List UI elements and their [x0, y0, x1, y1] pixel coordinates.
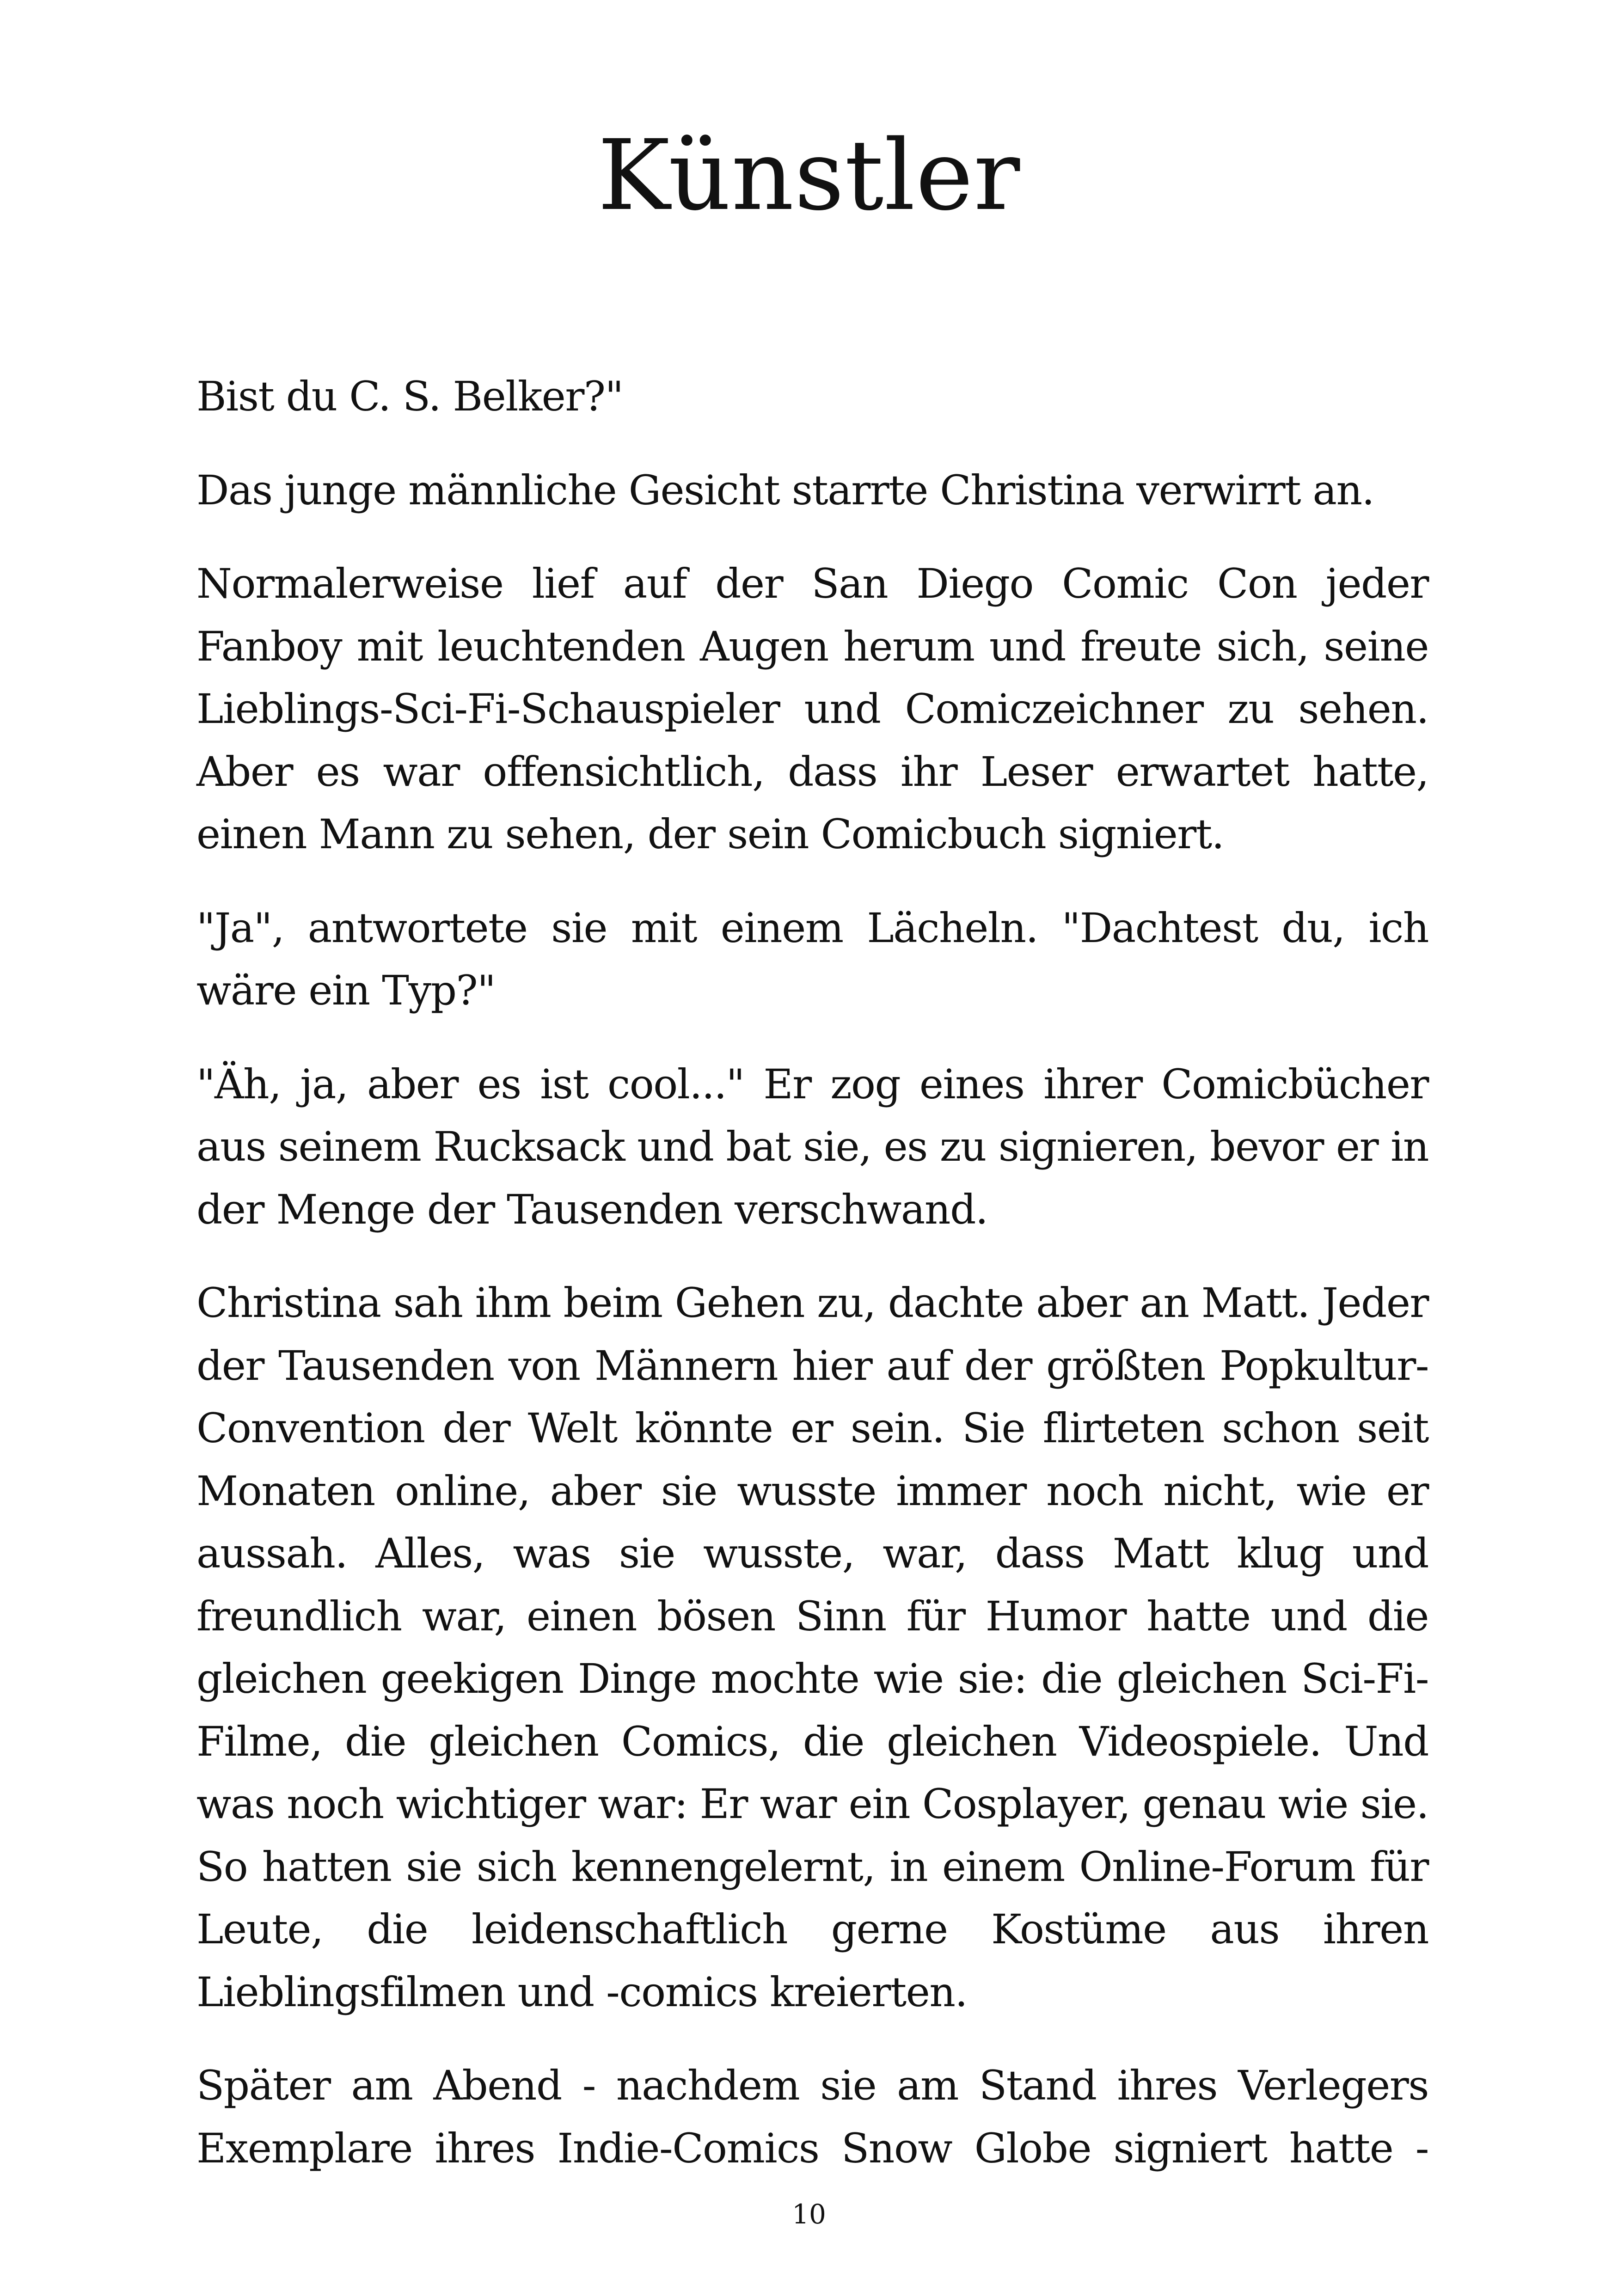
- paragraph: "Äh, ja, aber es ist cool..." Er zog eines ihrer Comicbücher aus seinem Rucksack und bat sie, es zu signieren, bevor er in der Menge der Tausenden verschwand.: [196, 1060, 1428, 1233]
- paragraph: "Ja", antwortete sie mit einem Lächeln. "Dachtest du, ich wäre ein Typ?": [196, 904, 1428, 1014]
- paragraph: Später am Abend - nachdem sie am Stand ihres Verlegers Exemplare ihres Indie-Comics Snow Globe signiert hatte -: [196, 2062, 1428, 2172]
- chapter-title: Künstler: [597, 119, 1021, 232]
- paragraph: Bist du C. S. Belker?": [196, 373, 623, 420]
- paragraph: Das junge männliche Gesicht starrte Christina verwirrt an.: [196, 466, 1374, 514]
- paragraph: Normalerweise lief auf der San Diego Comic Con jeder Fanboy mit leuchtenden Augen herum und freute sich, seine Lieblings-Sci-Fi-Schauspieler und Comiczeichner zu sehen. Aber es war offensichtlich, dass ihr Leser erwartet hatte, einen Mann zu sehen, der sein Comicbuch signiert.: [196, 560, 1428, 858]
- chapter-body: [196, 365, 1428, 2210]
- page-number: 10: [792, 2198, 826, 2230]
- paragraph: Christina sah ihm beim Gehen zu, dachte aber an Matt. Jeder der Tausenden von Männern hier auf der größten Popkultur-Convention der Welt könnte er sein. Sie flirteten schon seit Monaten online, aber sie wusste immer noch nicht, wie er aussah. Alles, was sie wusste, war, dass Matt klug und freundlich war, einen bösen Sinn für Humor hatte und die gleichen geekigen Dinge mochte wie sie: die gleichen Sci-Fi-Filme, die gleichen Comics, die gleichen Videospiele. Und was noch wichtiger war: Er war ein Cosplayer, genau wie sie. So hatten sie sich kennengelernt, in einem Online-Forum für Leute, die leidenschaftlich gerne Kostüme aus ihren Lieblingsfilmen und -comics kreierten.: [196, 1279, 1428, 2016]
